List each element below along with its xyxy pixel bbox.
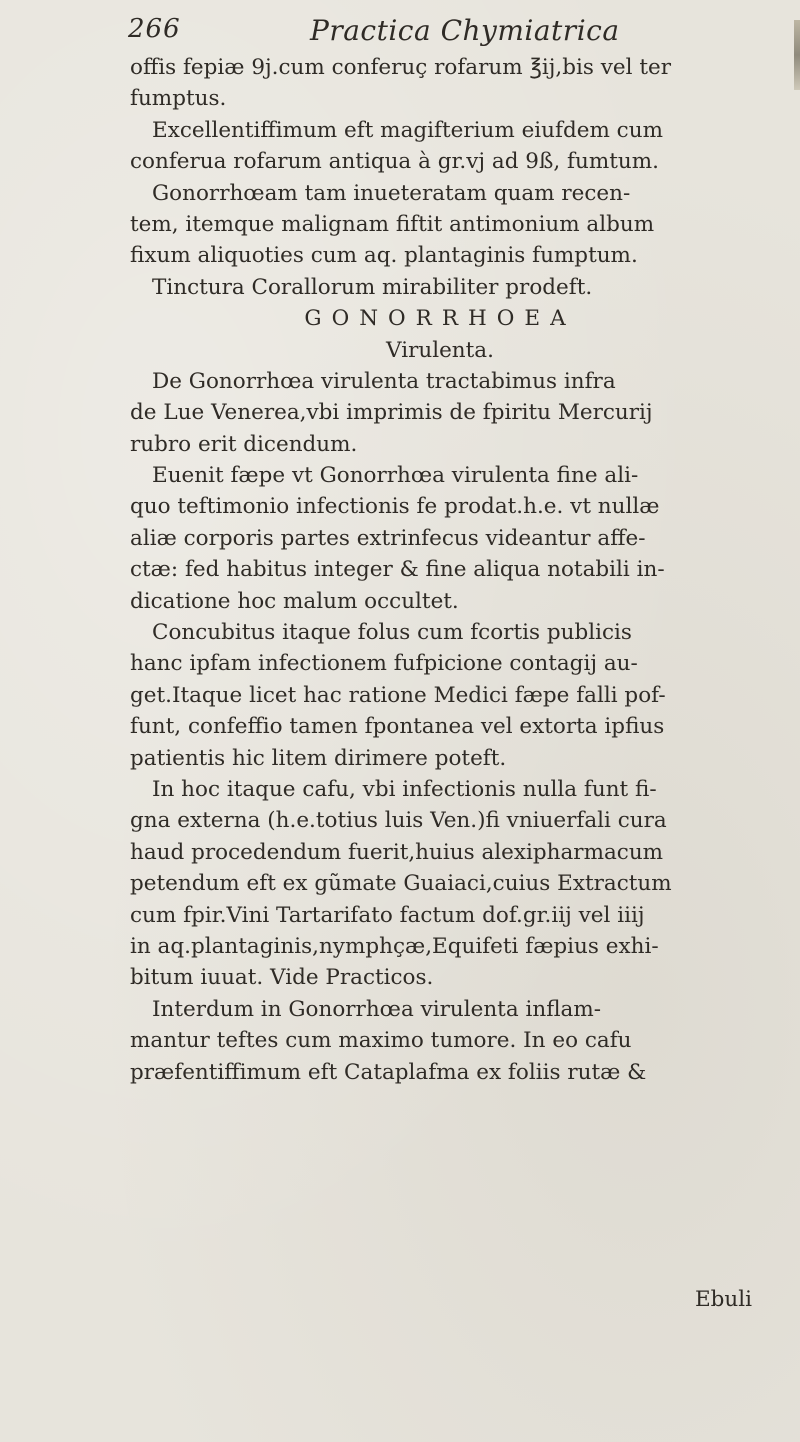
- text-line: Euenit fæpe vt Gonorrhœa virulenta fine ali-: [152, 463, 639, 489]
- text-line: De Gonorrhœa virulenta tractabimus infra: [152, 368, 616, 394]
- text-line: de Lue Venerea,vbi imprimis de fpiritu Mercurij: [130, 400, 653, 426]
- text-line: Tinctura Corallorum mirabiliter prodeft.: [152, 274, 593, 300]
- text-line: funt, confeffio tamen fpontanea vel extorta ipfius: [130, 714, 665, 740]
- text-line: offis fepiæ 9j.cum conferuç rofarum ℥ij,bis vel ter: [130, 55, 671, 80]
- text-line: Interdum in Gonorrhœa virulenta inflam-: [152, 996, 602, 1022]
- section-subheading: Virulenta.: [386, 337, 494, 363]
- text-line: in aq.plantaginis,nymphçæ,Equifeti fæpius exhi-: [130, 933, 659, 959]
- text-line: fumptus.: [130, 86, 227, 112]
- page-header: [128, 14, 688, 48]
- text-line: cum fpir.Vini Tartarifato factum dof.gr.iij vel iiij: [130, 902, 645, 928]
- text-line: Gonorrhœam tam inueteratam quam recen-: [152, 180, 631, 206]
- text-line: Concubitus itaque folus cum fcortis publicis: [152, 620, 632, 646]
- section-heading: GONORRHOEA: [304, 306, 576, 332]
- text-line: mantur teftes cum maximo tumore. In eo cafu: [130, 1028, 632, 1054]
- text-line: præfentiffimum eft Cataplafma ex foliis rutæ &: [130, 1059, 647, 1085]
- text-line: rubro erit dicendum.: [130, 431, 358, 457]
- text-line: bitum iuuat. Vide Practicos.: [130, 965, 434, 991]
- text-line: quo teftimonio infectionis fe prodat.h.e. vt nullæ: [130, 494, 660, 520]
- text-line: fixum aliquoties cum aq. plantaginis fumptum.: [130, 243, 638, 269]
- text-line: Excellentiffimum eft magifterium eiufdem cum: [152, 117, 663, 143]
- text-line: gna externa (h.e.totius luis Ven.)fi vniuerfali cura: [130, 808, 667, 834]
- text-line: haud procedendum fuerit,huius alexipharmacum: [130, 839, 664, 865]
- text-line: tem, itemque malignam fiftit antimonium album: [130, 211, 655, 237]
- text-line: get.Itaque licet hac ratione Medici fæpe falli pof-: [130, 682, 666, 708]
- text-line: petendum eft ex gũmate Guaiaci,cuius Extractum: [130, 871, 672, 897]
- text-line: conferua rofarum antiqua à gr.vj ad 9ß, fumtum.: [130, 149, 659, 175]
- body-text: [130, 52, 750, 1088]
- text-line: ctæ: fed habitus integer & fine aliqua notabili in-: [130, 557, 665, 583]
- text-line: hanc ipfam infectionem fufpicione contagij au-: [130, 651, 638, 677]
- text-line: patientis hic litem dirimere poteft.: [130, 745, 507, 771]
- text-line: dicatione hoc malum occultet.: [130, 588, 459, 614]
- running-title: Practica Chymiatrica: [310, 14, 620, 47]
- text-line: aliæ corporis partes extrinfecus videantur affe-: [130, 525, 646, 551]
- page-number: 266: [128, 14, 181, 44]
- text-line: In hoc itaque cafu, vbi infectionis nulla funt fi-: [152, 776, 657, 802]
- catchword: Ebuli: [694, 1287, 752, 1312]
- page-edge-mark: [794, 20, 800, 90]
